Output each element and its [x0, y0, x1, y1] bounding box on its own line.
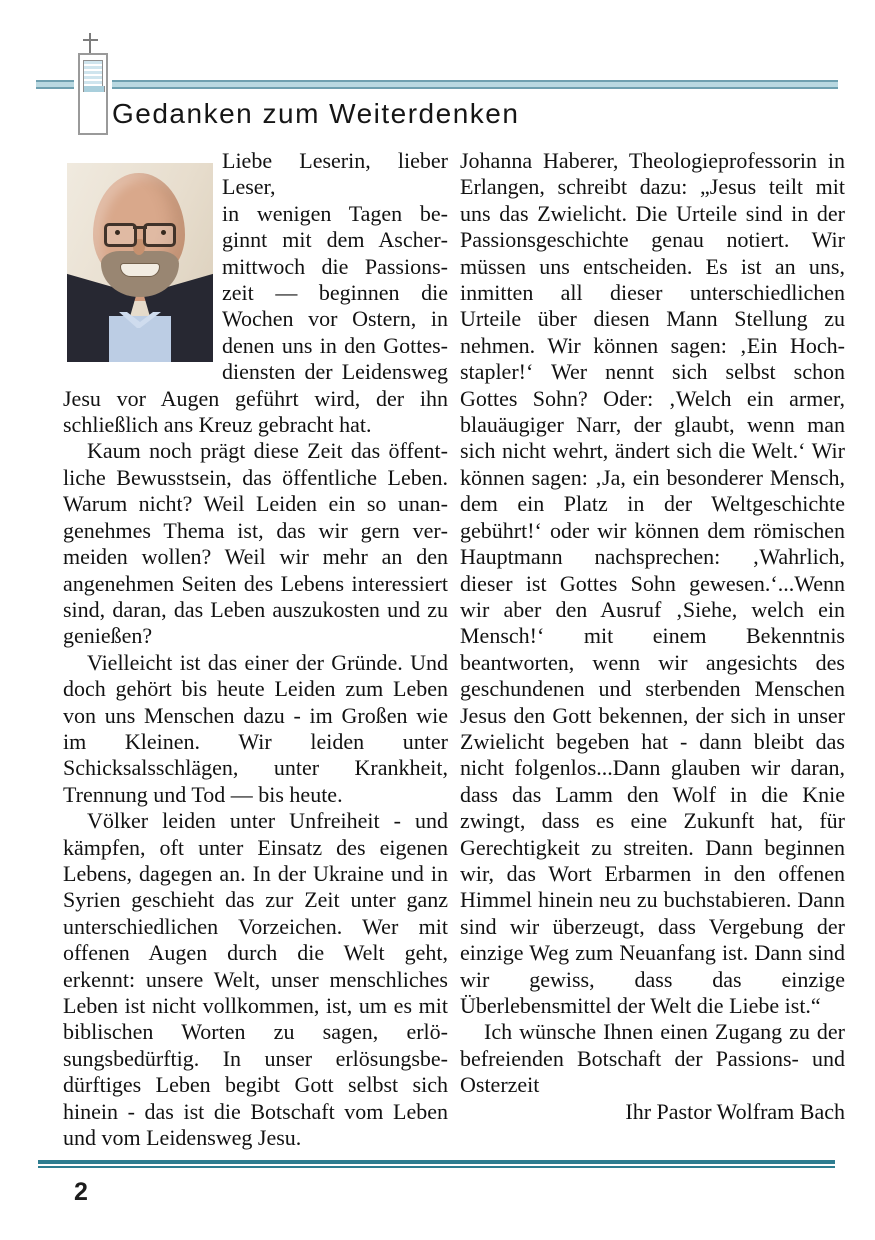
cross-icon	[83, 39, 98, 41]
glasses-icon	[102, 223, 178, 247]
tower-louver	[83, 60, 103, 88]
page-title: Gedanken zum Weiterdenken	[112, 98, 520, 129]
article-body	[63, 148, 845, 1160]
paragraph: Vielleicht ist das einer der Gründe. Und doch gehört bis heute Leiden zum Leben von uns Menschen dazu - im Großen wie im Kleinen. Wir leiden unter Schicksalsschlägen, unter Krankheit, Trennung und Tod — bis heute.	[63, 649, 448, 807]
left-column	[63, 148, 448, 1160]
cross-icon	[89, 33, 91, 53]
header-rule	[36, 80, 838, 89]
paragraph: Völker leiden unter Unfreiheit - und kämpfen, oft unter Einsatz des eigenen Lebens, dagegen an. In der Ukraine und in Syrien geschieht das zur Zeit unter ganz unterschiedlichen Vorzeichen. Wer mit offenen Augen durch die Welt geht, erkennt: unsere Welt, unser menschliches Leben ist nicht vollkommen, ist, um es mit biblischen Worten zu sagen, erlösungsbedürftig. In unser erlösungsbedürftiges Leben begibt Gott selbst sich hinein - das ist die Botschaft vom Leben und vom Leidensweg Jesu.	[63, 808, 448, 1151]
portrait-smile	[120, 263, 160, 277]
paragraph: Kaum noch prägt diese Zeit das öffentliche Bewusstsein, das öffentliche Leben. Warum nicht? Weil Leiden ein so unangenehmes Thema ist, das wir gern vermeiden wollen? Weil wir mehr an den angenehmen Seiten des Lebens interessiert sind, daran, das Leben auszukosten und zu genießen?	[63, 438, 448, 649]
paragraph: in wenigen Tagen beginnt mit dem Aschermittwoch die Passionszeit — beginnen die Wochen vor Ostern, in denen uns in den Gottesdiensten der Leidensweg Jesu vor Augen geführt wird, der ihn schließlich ans Kreuz gebracht hat.	[63, 200, 448, 438]
right-column	[460, 148, 845, 1160]
church-tower-icon	[78, 53, 108, 135]
paragraph: Ich wünsche Ihnen einen Zugang zu der befreienden Botschaft der Passions- und Osterzeit	[460, 1019, 845, 1098]
tower-louver-base	[83, 86, 105, 92]
footer-rule	[38, 1160, 835, 1168]
pastor-portrait-photo	[67, 163, 213, 362]
page-number: 2	[74, 1178, 88, 1206]
signature: Ihr Pastor Wolfram Bach	[625, 1098, 845, 1124]
paragraph-salutation: Liebe Leserin, lieber Leser,	[222, 148, 448, 200]
paragraph-quote: Johanna Haberer, Theologieprofessorin in Erlangen, schreibt dazu: „Jesus teilt mit uns das Zwielicht. Die Urteile sind in der Passionsgeschichte genau notiert. Wir müssen uns entscheiden. Es ist an uns, inmitten all dieser unterschiedlichen Urteile über diesen Mann Stellung zu nehmen. Wir können sagen: ‚Ein Hochstapler!‘ Wer nennt sich selbst schon Gottes Sohn? Oder: ‚Welch ein armer, blauäugiger Narr, der glaubt, wenn man sich nicht wehrt, ändert sich die Welt.‘ Wir können sagen: ‚Ja, ein besonderer Mensch, dem ein Platz in der Weltgeschichte gebührt!‘ oder wir können dem römischen Hauptmann nachsprechen: ‚Wahrlich, dieser ist Gottes Sohn gewesen.‘...Wenn wir aber den Ausruf ‚Siehe, welch ein Mensch!‘ mit einem Bekenntnis beantworten, wenn wir angesichts des geschundenen und sterbenden Menschen Jesus den Gott bekennen, der sich in unser Zwielicht begeben hat - dann bleibt das nicht folgenlos...Dann glauben wir daran, dass das Lamm den Wolf in die Knie zwingt, dass es eine Zukunft hat, für Gerechtigkeit zu streiten. Dann beginnen wir, das Wort Erbarmen in den offenen Himmel hinein neu zu buchstabieren. Dann sind wir überzeugt, dass Vergebung der einzige Weg zum Neuanfang ist. Dann sind wir gewiss, dass das einzige Überlebensmittel der Welt die Liebe ist.“	[460, 148, 845, 1018]
